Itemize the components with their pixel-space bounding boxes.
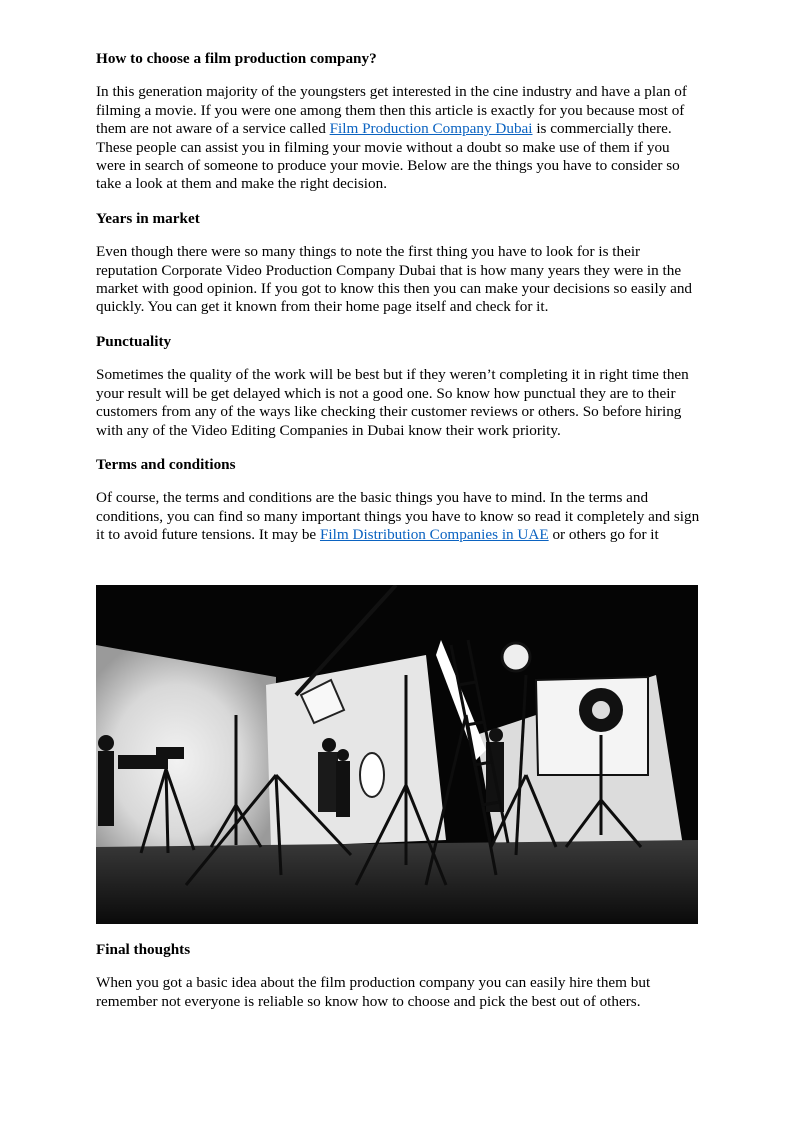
terms-text-before-link: Of course, the terms and conditions are the basic things you have to mind. In the terms and conditions, you can find so many important things you have to know so read it completely and sign it to avoid future tensions. It may be	[96, 489, 700, 544]
intro-text-after-link: is commercially there. These people can assist you in filming your movie without a doubt so make use of them if you were in search of someone to produce your movie. Below are the things you have to consider so take a look at them and make the right decision.	[96, 120, 680, 193]
section-body-terms	[96, 489, 702, 544]
intro-text-before-link: In this generation majority of the youngsters get interested in the cine industry and have a plan of filming a movie. If you were one among them then this article is exactly for you because most of them are not aware of a service called	[96, 83, 687, 138]
section-body-punctuality: Sometimes the quality of the work will be best but if they weren’t completing it in right time then your result will be get delayed which is not a good one. So know how punctual they are to their customers from any of the ways like checking their customer reviews or others. So before hiring with any of the Video Editing Companies in Dubai know their work priority.	[96, 366, 689, 439]
film-distribution-companies-link[interactable]: Film Distribution Companies in UAE	[319, 526, 549, 544]
intro-paragraph	[96, 83, 702, 193]
terms-text-after-link: or others go for it	[548, 526, 659, 544]
section-heading-years: Years in market	[96, 209, 200, 227]
article-body	[96, 50, 702, 545]
article-title: How to choose a film production company?	[96, 50, 377, 67]
section-heading-final: Final thoughts	[96, 941, 191, 958]
section-heading-punctuality: Punctuality	[96, 332, 172, 350]
section-heading-terms: Terms and conditions	[96, 455, 236, 473]
film-set-photo	[96, 585, 698, 924]
section-body-final: When you got a basic idea about the film production company you can easily hire them but remember not everyone is reliable so know how to choose and pick the best out of others.	[96, 974, 651, 1010]
film-set-illustration	[96, 585, 698, 924]
film-production-company-link[interactable]: Film Production Company Dubai	[329, 120, 533, 138]
final-thoughts-block	[96, 941, 702, 1011]
section-body-years: Even though there were so many things to note the first thing you have to look for is their reputation Corporate Video Production Company Dubai that is how many years they were in the market with good opinion. If you got to know this then you can make your decisions so easily and quickly. You can get it known from their home page itself and check for it.	[96, 243, 693, 316]
